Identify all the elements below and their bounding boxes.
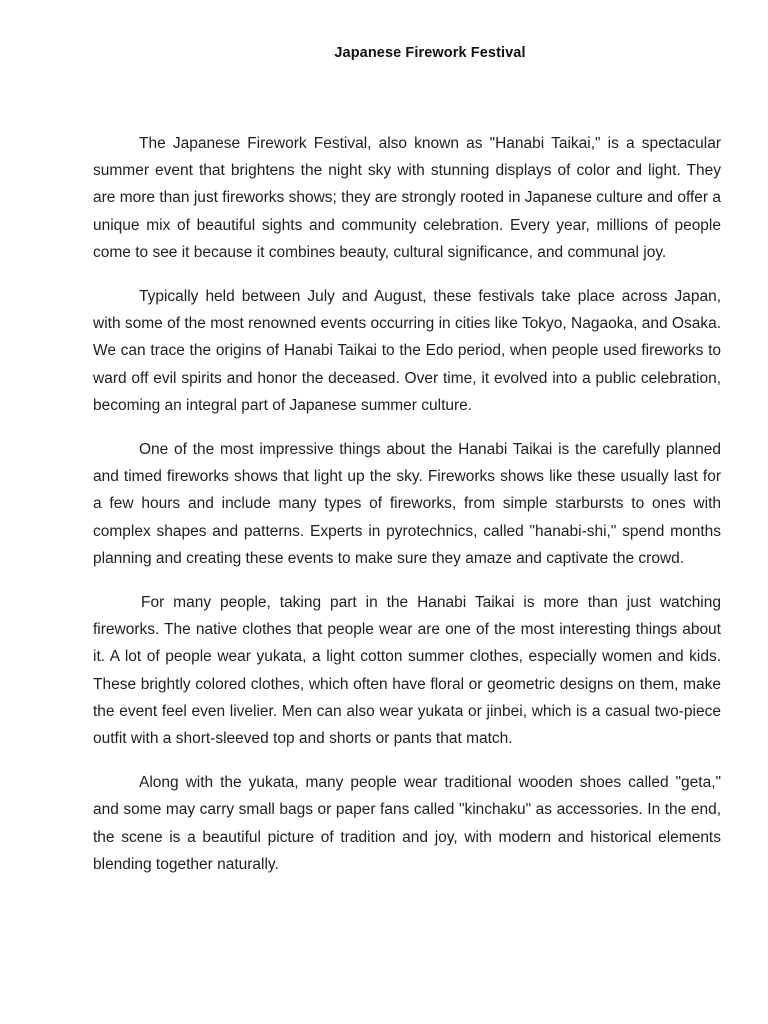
document-body [93, 130, 721, 895]
paragraph-5: Along with the yukata, many people wear traditional wooden shoes called "geta," and some may carry small bags or paper fans called "kinchaku" as accessories. In the end, the scene is a beautiful picture of tradition and joy, with modern and historical elements blending together naturally. [93, 774, 721, 873]
paragraph-2: Typically held between July and August, these festivals take place across Japan, with some of the most renowned events occurring in cities like Tokyo, Nagaoka, and Osaka. We can trace the origins of Hanabi Taikai to the Edo period, when people used fireworks to ward off evil spirits and honor the deceased. Over time, it evolved into a public celebration, becoming an integral part of Japanese summer culture. [93, 288, 721, 414]
paragraph-1: The Japanese Firework Festival, also known as "Hanabi Taikai," is a spectacular summer event that brightens the night sky with stunning displays of color and light. They are more than just fireworks shows; they are strongly rooted in Japanese culture and offer a unique mix of beautiful sights and community celebration. Every year, millions of people come to see it because it combines beauty, cultural significance, and communal joy. [93, 135, 721, 261]
paragraph-4: For many people, taking part in the Hanabi Taikai is more than just watching fireworks. The native clothes that people wear are one of the most interesting things about it. A lot of people wear yukata, a light cotton summer clothes, especially women and kids. These brightly colored clothes, which often have floral or geometric designs on them, make the event feel even livelier. Men can also wear yukata or jinbei, which is a casual two-piece outfit with a short-sleeved top and shorts or pants that match. [93, 594, 721, 748]
paragraph-3: One of the most impressive things about the Hanabi Taikai is the carefully planned and timed fireworks shows that light up the sky. Fireworks shows like these usually last for a few hours and include many types of fireworks, from simple starbursts to ones with complex shapes and patterns. Experts in pyrotechnics, called "hanabi-shi," spend months planning and creating these events to make sure they amaze and captivate the crowd. [93, 441, 721, 567]
document-title: Japanese Firework Festival [334, 45, 526, 61]
